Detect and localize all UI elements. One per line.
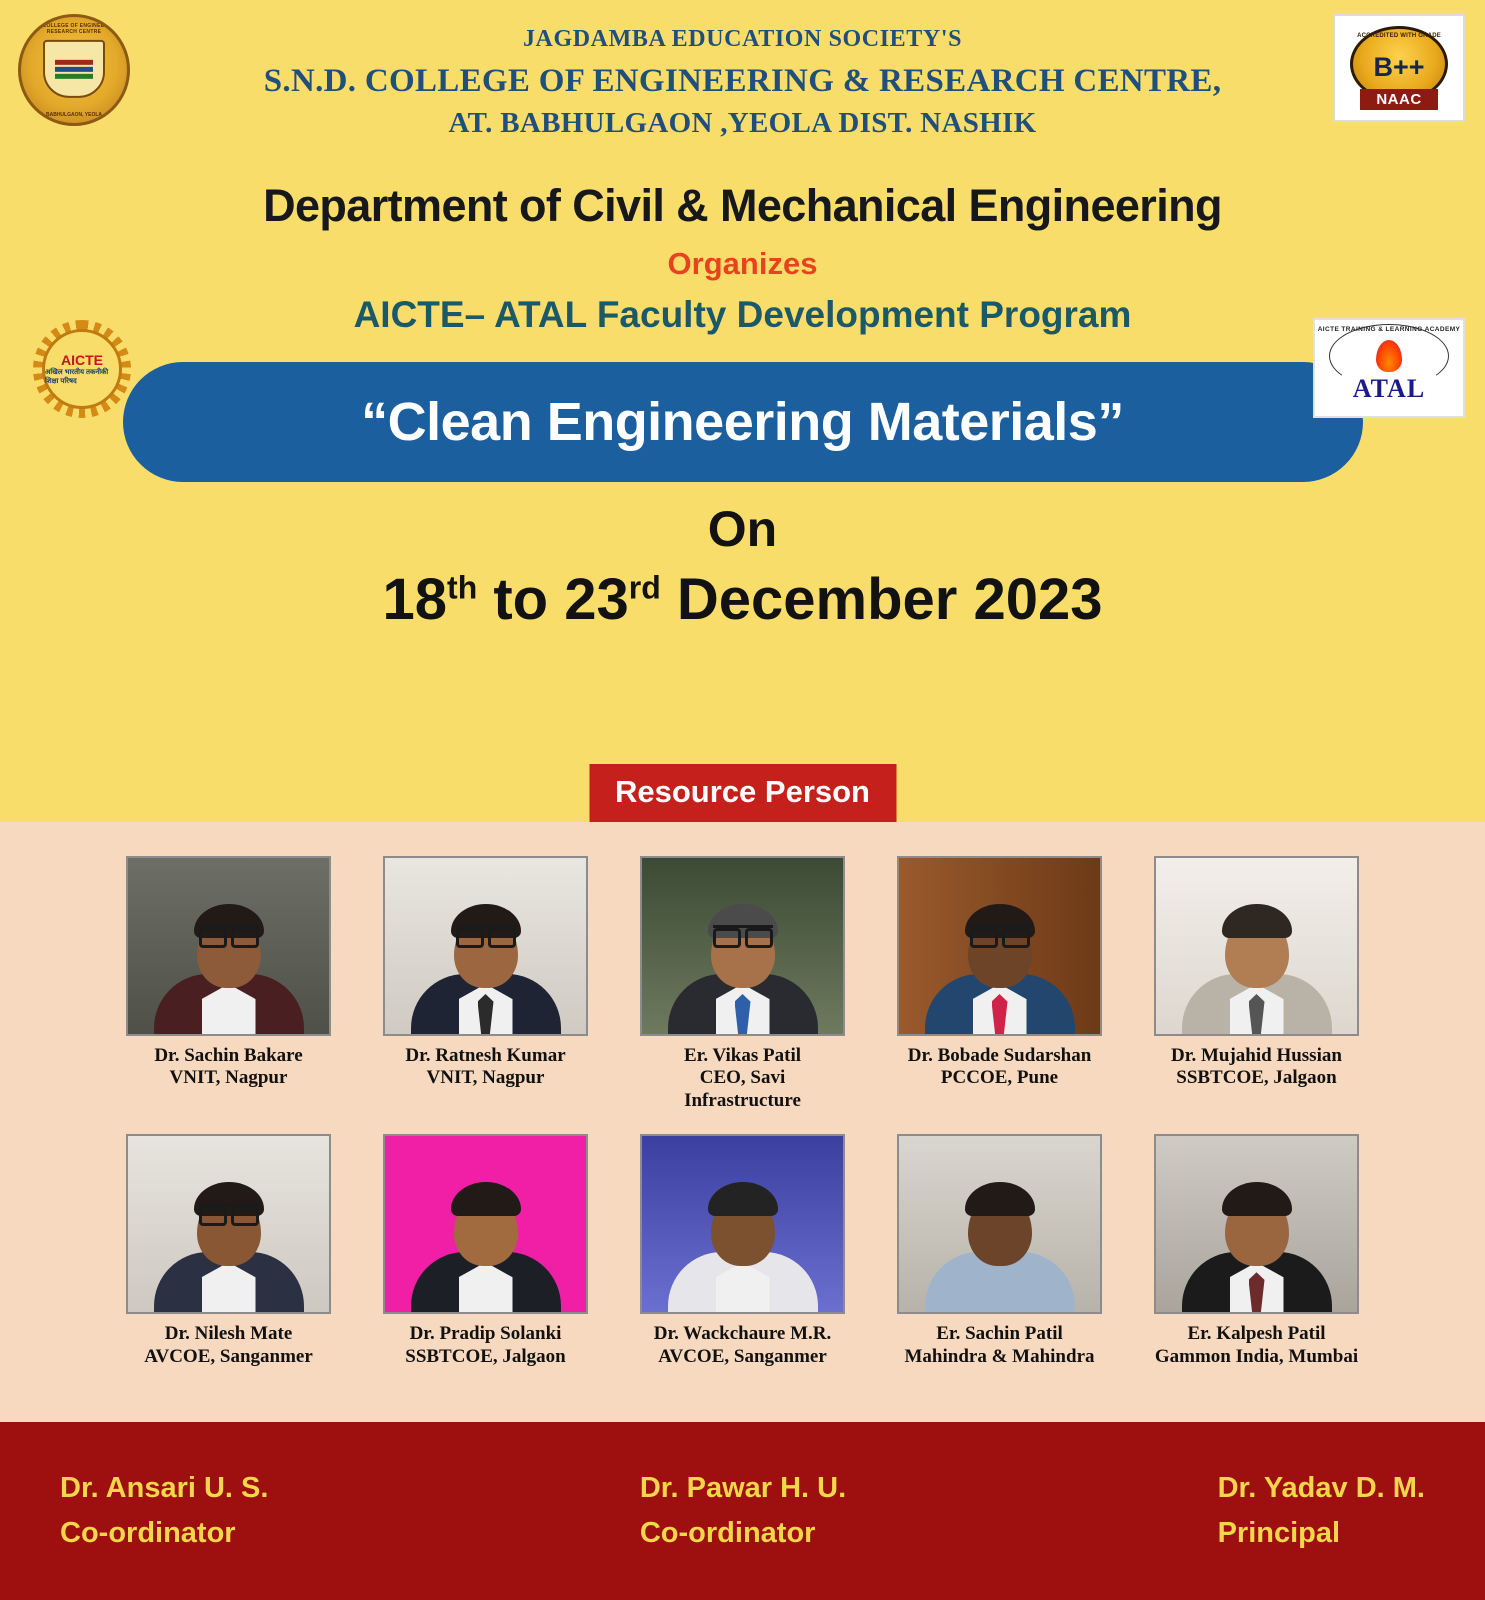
speaker-affiliation: AVCOE, Sanganmer [658,1345,827,1367]
speaker-name: Er. Kalpesh Patil [1187,1323,1326,1345]
program-dates [0,566,1485,633]
speaker-name: Dr. Nilesh Mate [164,1323,293,1345]
photo-glasses [199,925,259,942]
speaker-photo [126,1134,331,1314]
atal-logo [1313,318,1465,418]
speaker-card [1154,1134,1359,1368]
aicte-logo [28,320,188,420]
date-separator: to 23 [477,567,629,632]
resource-person-banner: Resource Person [589,764,896,822]
organizes-label: Organizes [667,246,818,281]
speaker-photo [897,856,1102,1036]
program-title-banner [123,362,1363,482]
speaker-name: Dr. Ratnesh Kumar [405,1045,566,1066]
college-address: AT. BABHULGAON ,YEOLA DIST. NASHIK [448,107,1037,139]
speaker-card [126,1134,331,1368]
college-logo-bottom-text: BABHULGAON, YEOLA [45,112,103,118]
speaker-row-2 [0,1134,1485,1368]
speaker-affiliation: CEO, Savi Infrastructure [684,1067,801,1111]
speaker-card [897,856,1102,1090]
speaker-affiliation: VNIT, Nagpur [169,1067,288,1089]
speaker-affiliation: Mahindra & Mahindra [904,1345,1095,1367]
speaker-card [383,1134,588,1368]
college-logo [18,14,130,126]
speaker-name: Er. Vikas Patil [683,1045,801,1066]
speaker-row-1 [0,856,1485,1112]
photo-glasses [456,925,516,942]
speaker-photo [1154,856,1359,1036]
speaker-card [126,856,331,1090]
footer-person-name: Dr. Pawar H. U. [639,1472,847,1505]
naac-accredited-label: ACCREDITED WITH GRADE [1357,33,1441,39]
department-title: Department of Civil & Mechanical Engineering [263,180,1222,231]
speaker-name: Dr. Bobade Sudarshan [907,1045,1092,1066]
aicte-label: AICTE [61,352,103,368]
atal-label: ATAL [1352,374,1426,403]
speaker-photo [383,856,588,1036]
speaker-name: Er. Sachin Patil [936,1323,1063,1345]
on-label: On [707,501,778,557]
speaker-card [640,856,845,1112]
speaker-card [1154,856,1359,1090]
speaker-card [897,1134,1102,1368]
college-logo-emblem [43,40,105,98]
footer-person-name: Dr. Ansari U. S. [60,1472,269,1505]
speaker-affiliation: Gammon India, Mumbai [1154,1345,1359,1367]
footer-person-role: Co-ordinator [60,1517,236,1549]
aicte-hindi-label: अखिल भारतीय तकनीकी शिक्षा परिषद [45,369,109,385]
aicte-gear-inner [42,329,122,409]
speaker-photo [126,856,331,1036]
college-logo-ring-text: S.N.D. COLLEGE OF ENGINEERING & RESEARCH CENTRE [24,23,124,35]
resource-person-section [0,822,1485,1422]
atal-ring-text: AICTE TRAINING & LEARNING ACADEMY [1317,326,1461,333]
photo-glasses [199,1203,259,1220]
speaker-photo [1154,1134,1359,1314]
naac-grade: B++ [1373,51,1425,82]
speaker-name: Dr. Wackchaure M.R. [653,1323,832,1345]
speaker-affiliation: VNIT, Nagpur [426,1067,545,1089]
footer-person-coordinator-2 [640,1466,846,1556]
speaker-photo [383,1134,588,1314]
speaker-card [640,1134,845,1368]
speaker-card [383,856,588,1090]
speaker-name: Dr. Mujahid Hussian [1171,1045,1342,1066]
date-end-suffix: rd [628,569,661,606]
poster-footer [0,1422,1485,1600]
speaker-photo [897,1134,1102,1314]
atal-ring-shape [1329,324,1449,388]
society-name: JAGDAMBA EDUCATION SOCIETY'S [522,26,963,52]
footer-person-coordinator-1 [60,1466,268,1556]
date-month-year: December 2023 [660,567,1103,632]
aicte-gear-icon [33,320,131,418]
footer-person-role: Co-ordinator [639,1517,816,1549]
speaker-name: Dr. Pradip Solanki [409,1323,562,1345]
photo-glasses [970,925,1030,942]
emblem-bar-1 [55,59,93,64]
footer-person-role: Principal [1217,1517,1341,1549]
speaker-photo [640,856,845,1036]
college-name: S.N.D. COLLEGE OF ENGINEERING & RESEARCH CENTRE, [263,63,1222,99]
speaker-photo [640,1134,845,1314]
speaker-affiliation: PCCOE, Pune [940,1067,1059,1089]
date-start-suffix: th [447,569,478,606]
footer-person-name: Dr. Yadav D. M. [1217,1472,1425,1505]
speaker-affiliation: AVCOE, Sanganmer [144,1345,313,1367]
emblem-bar-3 [55,73,93,78]
photo-glasses [713,925,773,942]
naac-accreditation-badge [1333,14,1465,122]
naac-name: NAAC [1360,89,1437,110]
program-title: “Clean Engineering Materials” [361,392,1124,452]
speaker-affiliation: SSBTCOE, Jalgaon [1176,1067,1337,1089]
speaker-name: Dr. Sachin Bakare [154,1045,303,1066]
footer-person-principal [1218,1466,1425,1556]
emblem-bar-2 [55,66,93,71]
speaker-affiliation: SSBTCOE, Jalgaon [405,1345,566,1367]
date-start: 18 [382,567,448,632]
program-subtitle: AICTE– ATAL Faculty Development Program [353,294,1132,335]
